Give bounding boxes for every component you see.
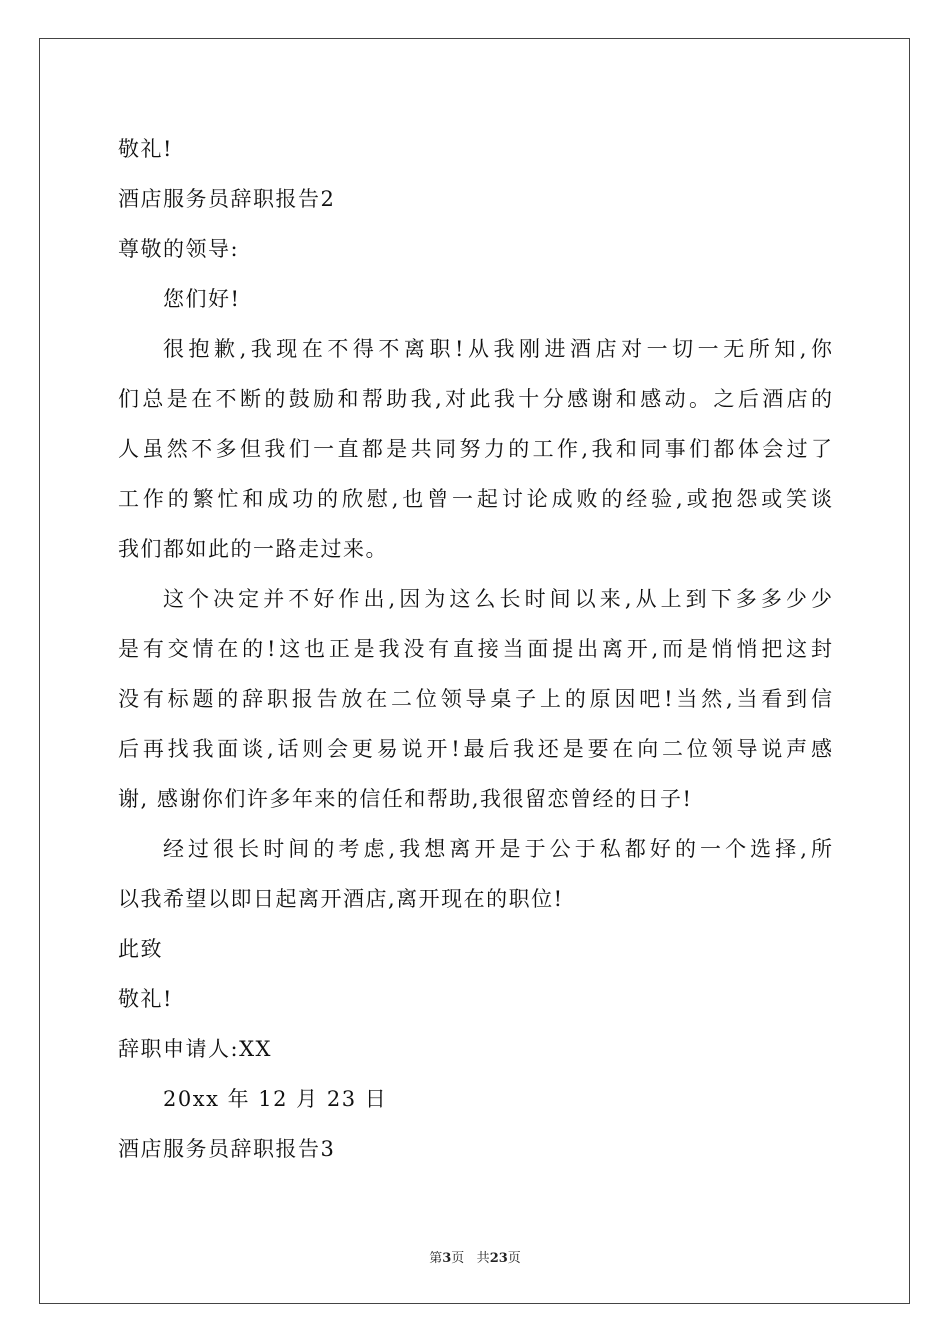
- paragraph-1-line: 人虽然不多但我们一直都是共同努力的工作,我和同事们都体会过了: [118, 437, 832, 461]
- paragraph-2-line: 后再找我面谈,话则会更易说开!最后我还是要在向二位领导说声感: [118, 737, 832, 761]
- paragraph-1-line: 们总是在不断的鼓励和帮助我,对此我十分感谢和感动。之后酒店的: [118, 387, 832, 411]
- total-suffix: 页: [507, 1251, 521, 1266]
- page-number: 3: [442, 1251, 452, 1266]
- salutation-closing: 敬礼!: [118, 137, 173, 161]
- paragraph-1-line: 我们都如此的一路走过来。: [118, 537, 388, 561]
- applicant-line: 辞职申请人:XX: [118, 1037, 272, 1061]
- page-border: [39, 38, 910, 1304]
- total-pages: 23: [489, 1251, 508, 1266]
- page-suffix: 页: [451, 1251, 465, 1266]
- next-section-title: 酒店服务员辞职报告3: [118, 1137, 336, 1161]
- closing-salute: 敬礼!: [118, 987, 173, 1011]
- paragraph-2-line: 是有交情在的!这也正是我没有直接当面提出离开,而是悄悄把这封: [118, 637, 832, 661]
- date-line: 20xx 年 12 月 23 日: [163, 1087, 388, 1111]
- paragraph-2-line: 没有标题的辞职报告放在二位领导桌子上的原因吧!当然,当看到信: [118, 687, 832, 711]
- paragraph-1-line: 工作的繁忙和成功的欣慰,也曾一起讨论成败的经验,或抱怨或笑谈: [118, 487, 832, 511]
- page-prefix: 第: [429, 1251, 443, 1266]
- paragraph-2-line: 谢, 感谢你们许多年来的信任和帮助,我很留恋曾经的日子!: [118, 787, 693, 811]
- page-footer: [0, 1247, 950, 1266]
- closing-phrase: 此致: [118, 937, 163, 961]
- paragraph-1-line: 很抱歉,我现在不得不离职!从我刚进酒店对一切一无所知,你: [163, 337, 832, 361]
- section-title: 酒店服务员辞职报告2: [118, 187, 336, 211]
- paragraph-3-line: 经过很长时间的考虑,我想离开是于公于私都好的一个选择,所: [163, 837, 832, 861]
- greeting: 尊敬的领导:: [118, 237, 240, 261]
- paragraph-3-line: 以我希望以即日起离开酒店,离开现在的职位!: [118, 887, 564, 911]
- paragraph-2-line: 这个决定并不好作出,因为这么长时间以来,从上到下多多少少: [163, 587, 832, 611]
- total-prefix: 共: [476, 1251, 490, 1266]
- greeting-line: 您们好!: [163, 287, 241, 311]
